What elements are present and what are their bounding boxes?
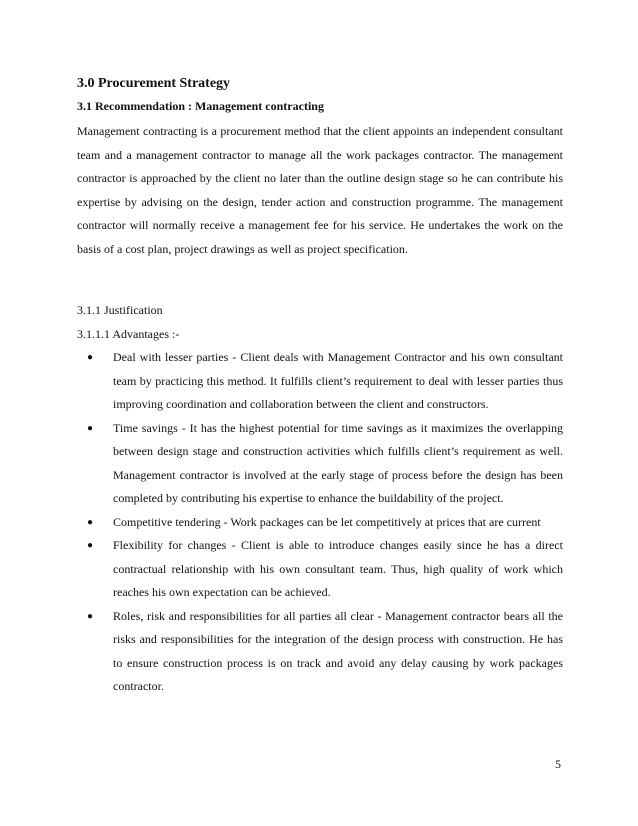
- advantages-heading: 3.1.1.1 Advantages :-: [77, 327, 180, 341]
- list-item: [77, 511, 563, 535]
- list-item: [77, 605, 563, 699]
- intro-paragraph: Management contracting is a procurement method that the client appoints an independent consultant team and a management contractor to manage all the work packages contractor. The management contractor is approached by the client no later than the outline design stage so he can contribute his expertise by advising on the design, tender action and construction programme. The management contractor will normally receive a management fee for his service. He undertakes the work on the basis of a cost plan, project drawings as well as project specification.: [77, 124, 563, 256]
- list-item: [77, 417, 563, 511]
- advantages-list: [77, 346, 563, 699]
- bullet-icon: ●: [87, 610, 94, 622]
- subsection-heading: 3.1 Recommendation : Management contracting: [77, 99, 324, 113]
- page-number: 5: [555, 757, 561, 771]
- bullet-icon: ●: [87, 540, 94, 551]
- list-item-text: Time savings - It has the highest potential for time savings as it maximizes the overlapping between design stage and construction activities which fulfills client’s requirement as well. Management contractor is involved at the early stage of process before the design has been completed by contributing his expertise to enhance the buildability of the project.: [113, 420, 563, 505]
- list-item-text: Flexibility for changes - Client is able to introduce changes easily since he has a direct contractual relationship with his own consultant team. Thus, high quality of work which reaches his own expectation can be achieved.: [113, 538, 563, 599]
- list-item-text: Deal with lesser parties - Client deals with Management Contractor and his own consultant team by practicing this method. It fulfills client’s requirement to deal with lesser parties thus improving coordination and collaboration between the client and constructors.: [113, 350, 563, 411]
- bullet-icon: ●: [87, 422, 94, 434]
- list-item: [77, 534, 563, 605]
- list-item: [77, 346, 563, 417]
- justification-heading: 3.1.1 Justification: [77, 303, 163, 317]
- list-item-text: Roles, risk and responsibilities for all parties all clear - Management contractor bears all the risks and responsibilities for the integration of the design process with construction. He has to ensure construction process is on track and avoid any delay causing by work packages contractor.: [113, 608, 563, 693]
- bullet-icon: ●: [87, 352, 94, 363]
- section-heading: 3.0 Procurement Strategy: [77, 76, 231, 91]
- bullet-icon: ●: [87, 516, 94, 528]
- list-item-text: Competitive tendering - Work packages can be let competitively at prices that are current: [113, 514, 541, 529]
